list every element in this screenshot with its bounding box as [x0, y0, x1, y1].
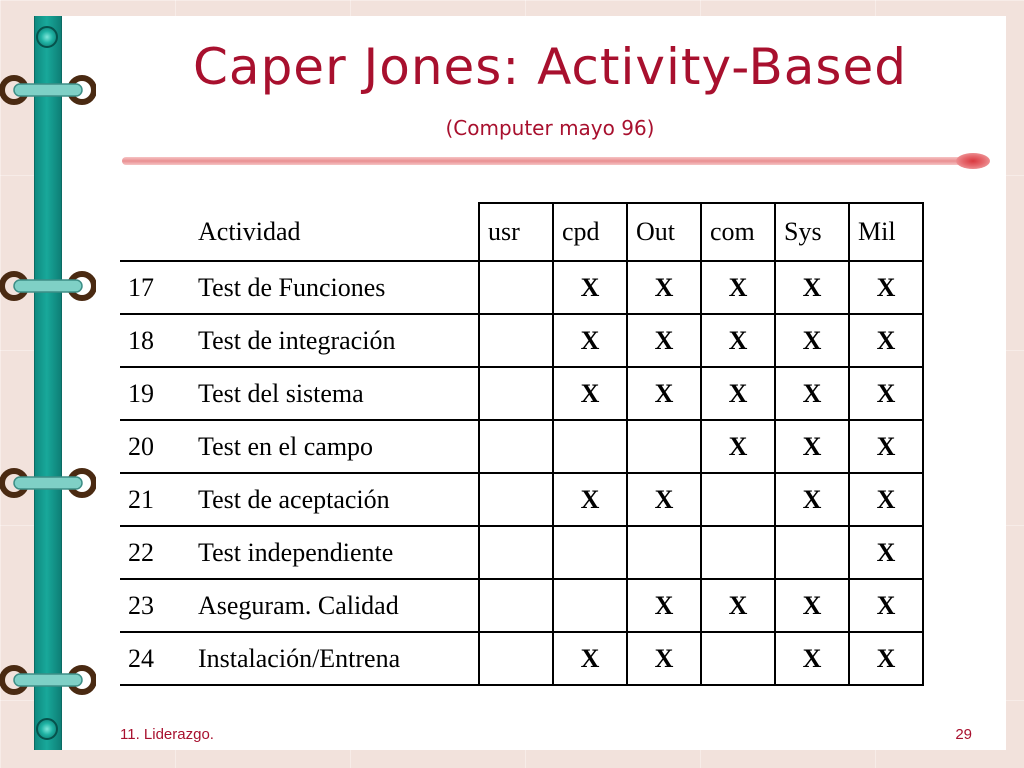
- cell-mil: X: [849, 367, 923, 420]
- cell-mil: X: [849, 420, 923, 473]
- cell-out: X: [627, 579, 701, 632]
- activity-name: Aseguram. Calidad: [198, 590, 399, 620]
- page-number: 29: [955, 726, 972, 743]
- cell-com: [701, 632, 775, 685]
- column-header-usr: usr: [479, 203, 553, 261]
- activity-table: [120, 202, 924, 686]
- cell-com: X: [701, 579, 775, 632]
- cell-sys: X: [775, 261, 849, 314]
- cell-usr: [479, 526, 553, 579]
- cell-cpd: [553, 579, 627, 632]
- row-number: 24: [128, 643, 154, 673]
- cell-sys: X: [775, 579, 849, 632]
- column-header-mil: Mil: [849, 203, 923, 261]
- cell-usr: [479, 579, 553, 632]
- cell-cpd: X: [553, 261, 627, 314]
- cell-sys: X: [775, 314, 849, 367]
- cell-cpd: [553, 420, 627, 473]
- cell-sys: X: [775, 473, 849, 526]
- row-number: 17: [128, 272, 154, 302]
- table-row: [120, 579, 923, 632]
- row-number: 18: [128, 325, 154, 355]
- cell-out: X: [627, 367, 701, 420]
- activity-name: Test del sistema: [198, 378, 364, 408]
- column-header: [120, 203, 190, 261]
- activity-name: Test en el campo: [198, 431, 374, 461]
- row-number: 23: [128, 590, 154, 620]
- cell-sys: [775, 526, 849, 579]
- binder-stud-icon: [36, 718, 58, 740]
- cell-cpd: [553, 526, 627, 579]
- row-number: 21: [128, 484, 154, 514]
- cell-out: [627, 420, 701, 473]
- activity-name: Test de integración: [198, 325, 396, 355]
- cell-mil: X: [849, 632, 923, 685]
- row-number: 19: [128, 378, 154, 408]
- table-row: [120, 314, 923, 367]
- cell-mil: X: [849, 314, 923, 367]
- title-divider: [122, 157, 972, 165]
- cell-out: X: [627, 632, 701, 685]
- cell-com: X: [701, 420, 775, 473]
- cell-mil: X: [849, 579, 923, 632]
- cell-sys: X: [775, 632, 849, 685]
- cell-usr: [479, 632, 553, 685]
- cell-sys: X: [775, 420, 849, 473]
- activity-name: Test de Funciones: [198, 272, 386, 302]
- cell-com: X: [701, 314, 775, 367]
- cell-cpd: X: [553, 473, 627, 526]
- binder-ring-icon: [0, 465, 96, 501]
- divider-end-cap: [956, 153, 990, 169]
- cell-com: X: [701, 261, 775, 314]
- cell-usr: [479, 473, 553, 526]
- table-header-row: [120, 203, 923, 261]
- cell-cpd: X: [553, 632, 627, 685]
- cell-usr: [479, 314, 553, 367]
- cell-sys: X: [775, 367, 849, 420]
- activity-name: Test independiente: [198, 537, 394, 567]
- column-header-cpd: cpd: [553, 203, 627, 261]
- cell-com: [701, 473, 775, 526]
- cell-out: [627, 526, 701, 579]
- table-row: [120, 261, 923, 314]
- notebook-spine: [34, 16, 62, 750]
- slide-subtitle: (Computer mayo 96): [445, 116, 655, 140]
- cell-usr: [479, 420, 553, 473]
- cell-usr: [479, 367, 553, 420]
- cell-cpd: X: [553, 314, 627, 367]
- column-header-com: com: [701, 203, 775, 261]
- table-row: [120, 420, 923, 473]
- cell-com: X: [701, 367, 775, 420]
- cell-mil: X: [849, 261, 923, 314]
- cell-cpd: X: [553, 367, 627, 420]
- cell-out: X: [627, 473, 701, 526]
- cell-out: X: [627, 314, 701, 367]
- binder-stud-icon: [36, 26, 58, 48]
- activity-name: Instalación/Entrena: [198, 643, 401, 673]
- column-header-sys: Sys: [775, 203, 849, 261]
- column-header-out: Out: [627, 203, 701, 261]
- table-row: [120, 473, 923, 526]
- activity-name: Test de aceptación: [198, 484, 390, 514]
- table-row: [120, 367, 923, 420]
- binder-ring-icon: [0, 662, 96, 698]
- row-number: 20: [128, 431, 154, 461]
- footer-section-label: 11. Liderazgo.: [120, 726, 214, 743]
- cell-mil: X: [849, 473, 923, 526]
- binder-ring-icon: [0, 72, 96, 108]
- slide-title: Caper Jones: Activity-Based: [193, 38, 907, 96]
- row-number: 22: [128, 537, 154, 567]
- cell-usr: [479, 261, 553, 314]
- column-header-actividad: Actividad: [198, 216, 301, 246]
- table-row: [120, 526, 923, 579]
- cell-out: X: [627, 261, 701, 314]
- binder-ring-icon: [0, 268, 96, 304]
- cell-com: [701, 526, 775, 579]
- table-row: [120, 632, 923, 685]
- cell-mil: X: [849, 526, 923, 579]
